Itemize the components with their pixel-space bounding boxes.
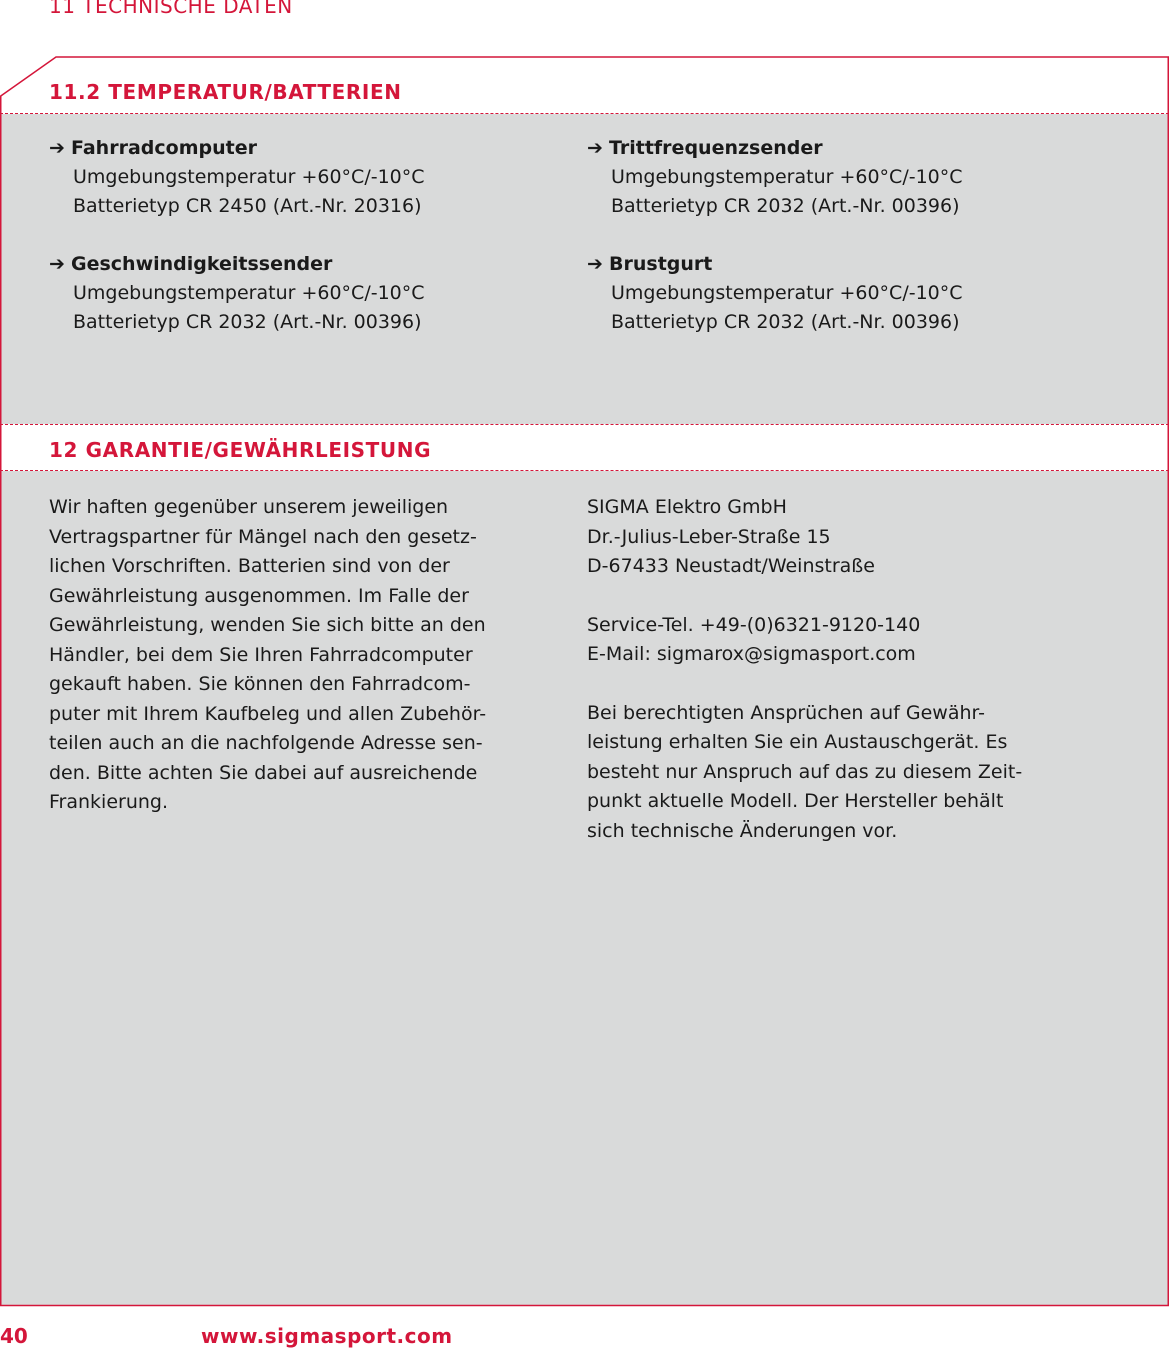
item-temperature: Umgebungstemperatur +60°C/-10°C — [611, 282, 963, 304]
warranty-right-column — [587, 493, 1022, 846]
divider — [0, 424, 1169, 425]
text-line: den. Bitte achten Sie dabei auf ausreichende — [49, 761, 478, 784]
text-line: Gewährleistung ausgenommen. Im Falle der — [49, 584, 469, 607]
item-name: Geschwindigkeitssender — [71, 253, 333, 275]
item-battery: Batterietyp CR 2032 (Art.-Nr. 00396) — [611, 311, 960, 333]
text-line: Frankierung. — [49, 791, 169, 813]
arrow-right-icon: ➔ — [49, 253, 65, 275]
address-city: D-67433 Neustadt/Weinstraße — [587, 555, 875, 577]
item-temperature: Umgebungstemperatur +60°C/-10°C — [73, 166, 425, 188]
service-phone: Service-Tel. +49-(0)6321-9120-140 — [587, 613, 921, 636]
text-line: Vertragspartner für Mängel nach den gesetz- — [49, 525, 477, 548]
item-battery: Batterietyp CR 2450 (Art.-Nr. 20316) — [73, 195, 422, 217]
item-name: Fahrradcomputer — [71, 137, 257, 159]
text-line: lichen Vorschriften. Batterien sind von der — [49, 555, 450, 577]
text-line: Händler, bei dem Sie Ihren Fahrradcomputer — [49, 643, 473, 666]
divider — [0, 470, 1169, 471]
address-company: SIGMA Elektro GmbH — [587, 496, 787, 518]
item-name: Trittfrequenzsender — [609, 137, 823, 159]
item-temperature: Umgebungstemperatur +60°C/-10°C — [73, 282, 425, 304]
item-temperature: Umgebungstemperatur +60°C/-10°C — [611, 166, 963, 188]
item-battery: Batterietyp CR 2032 (Art.-Nr. 00396) — [73, 311, 422, 333]
temperature-left-column — [49, 134, 425, 337]
text-line: teilen auch an die nachfolgende Adresse sen- — [49, 732, 483, 754]
divider — [0, 113, 1169, 114]
chapter-title: 11 TECHNISCHE DATEN — [49, 0, 293, 18]
text-line: gekauft haben. Sie können den Fahrradcom- — [49, 673, 471, 695]
service-email: E-Mail: sigmarox@sigmasport.com — [587, 643, 916, 665]
section-title-temperature: 11.2 TEMPERATUR/BATTERIEN — [49, 80, 402, 104]
text-line: leistung erhalten Sie ein Austauschgerät. Es — [587, 731, 1008, 753]
page-number: 40 — [0, 1324, 28, 1348]
section-title-warranty: 12 GARANTIE/GEWÄHRLEISTUNG — [49, 438, 432, 462]
spec-item — [49, 134, 425, 221]
item-name: Brustgurt — [609, 253, 713, 275]
text-line: Gewährleistung, wenden Sie sich bitte an den — [49, 614, 486, 636]
text-line: Wir haften gegenüber unserem jeweiligen — [49, 496, 449, 518]
text-line: besteht nur Anspruch auf das zu diesem Zeit- — [587, 760, 1023, 783]
arrow-right-icon: ➔ — [49, 137, 65, 159]
spec-item — [587, 250, 963, 337]
arrow-right-icon: ➔ — [587, 253, 603, 275]
arrow-right-icon: ➔ — [587, 137, 603, 159]
text-line: punkt aktuelle Modell. Der Hersteller behält — [587, 790, 1004, 812]
text-line: Bei berechtigten Ansprüchen auf Gewähr- — [587, 701, 985, 724]
website-url[interactable]: www.sigmasport.com — [201, 1324, 453, 1348]
spec-item — [587, 134, 963, 221]
temperature-right-column — [587, 134, 963, 337]
text-line: sich technische Änderungen vor. — [587, 819, 898, 842]
address-street: Dr.-Julius-Leber-Straße 15 — [587, 525, 831, 548]
warranty-left-column — [49, 493, 486, 818]
spec-item — [49, 250, 425, 337]
item-battery: Batterietyp CR 2032 (Art.-Nr. 00396) — [611, 195, 960, 217]
text-line: puter mit Ihrem Kaufbeleg und allen Zubehör- — [49, 702, 487, 725]
